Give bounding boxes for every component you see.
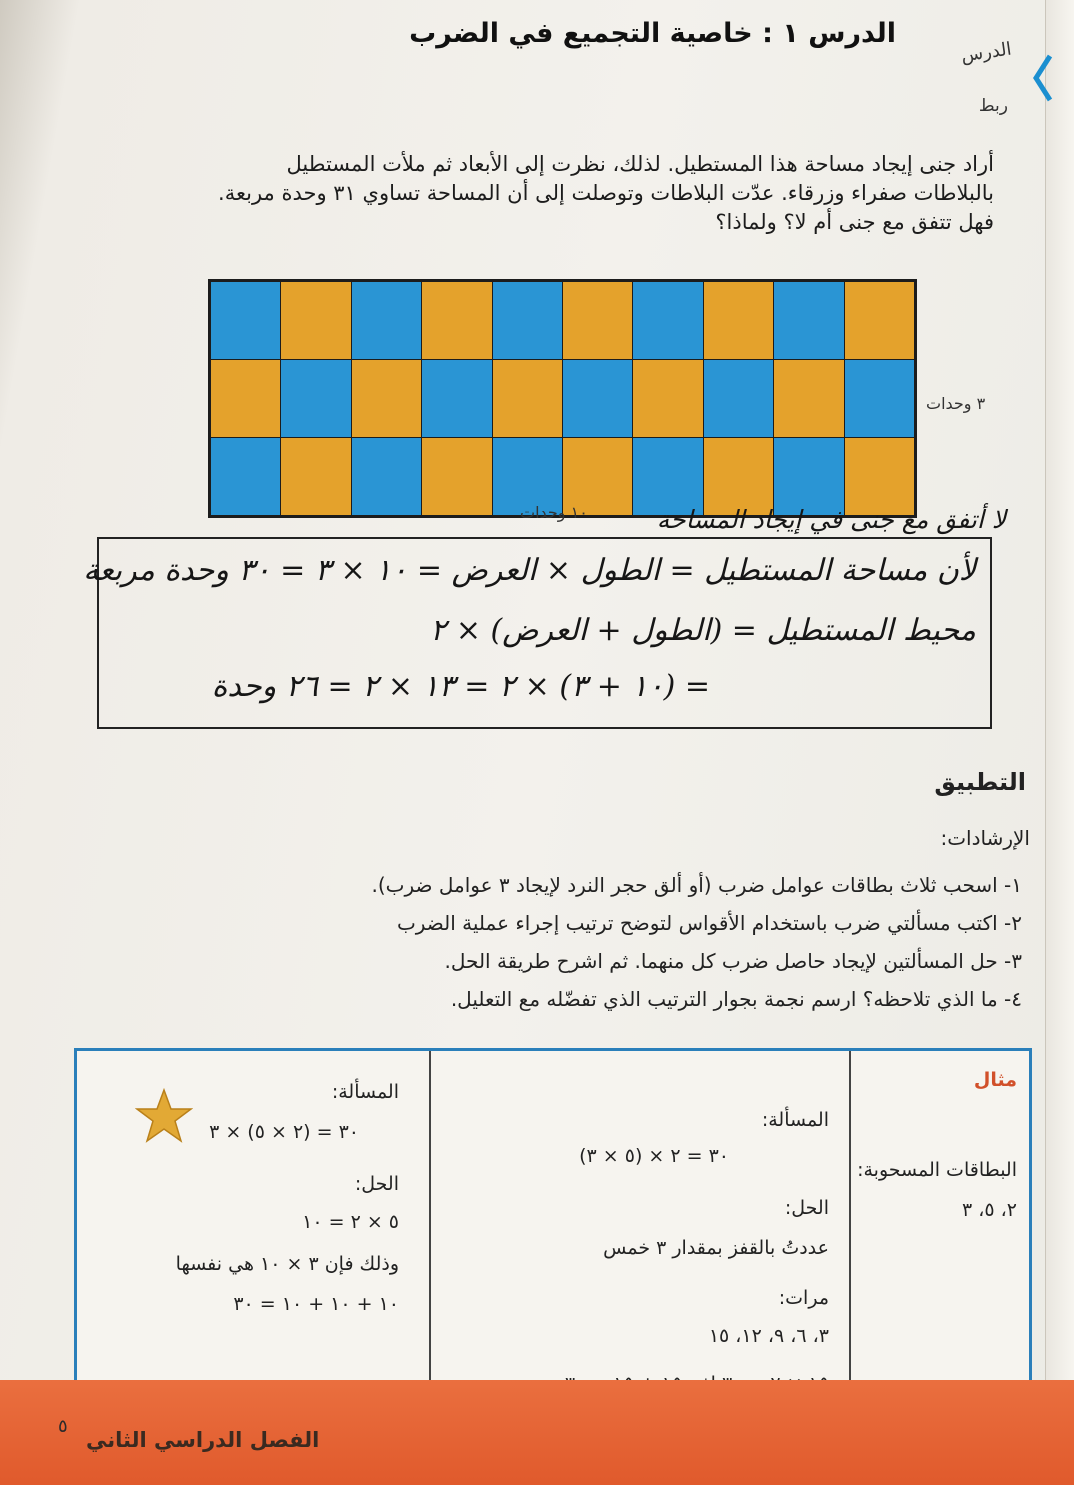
intro-line-1: أراد جنى إيجاد مساحة هذا المستطيل. لذلك، نظرت إلى الأبعاد ثم ملأت المستطيل: [286, 152, 994, 176]
solution-label: الحل:: [784, 1197, 829, 1219]
example-column: [849, 1051, 1029, 1427]
cards-value: ٢، ٥، ٣: [962, 1199, 1017, 1221]
tile-orange: [845, 438, 914, 515]
page-number: ٥: [58, 1416, 68, 1437]
question-item: ١- اسحب ثلاث بطاقات عوامل ضرب (أو ألق حجر النرد لإيجاد ٣ عوامل ضرب).: [371, 873, 1022, 897]
intro-line-3: فهل تتفق مع جنى أم لا؟ ولماذا؟: [715, 210, 994, 234]
tile-blue: [704, 360, 773, 437]
problem-one-column: [429, 1051, 849, 1427]
tile-orange: [704, 438, 773, 515]
tile-blue: [633, 438, 702, 515]
length-label: ١٠ وحدات: [520, 503, 588, 522]
skip-count-sequence: ٣، ٦، ٩، ١٢، ١٥: [708, 1325, 829, 1347]
solution-label: الحل:: [354, 1173, 399, 1195]
lesson-tag: الدرس: [960, 38, 1014, 67]
answer-line-area: لأن مساحة المستطيل = الطول × العرض = ١٠ × ٣ = ٣٠ وحدة مربعة: [83, 553, 976, 588]
tile-blue: [774, 438, 843, 515]
intro-paragraph: [54, 150, 994, 237]
tile-blue: [422, 360, 491, 437]
tile-blue: [211, 282, 280, 359]
width-label: ٣ وحدات: [926, 394, 986, 413]
problem-two-column: [75, 1051, 429, 1427]
question-item: ٣- حل المسألتين لإيجاد حاصل ضرب كل منهما. ثم اشرح طريقة الحل.: [444, 949, 1022, 973]
tile-orange: [281, 438, 350, 515]
answer-line-perimeter-calc: = (١٠ + ٣) × ٢ = ١٣ × ٢ = ٢٦ وحدة: [211, 669, 710, 704]
tile-orange: [633, 360, 702, 437]
tile-orange: [352, 360, 421, 437]
solution-text: عددتُ بالقفز بمقدار ٣ خمس: [603, 1237, 829, 1259]
problem-label: المسألة:: [761, 1109, 829, 1131]
intro-line-2: بالبلاطات صفراء وزرقاء. عدّت البلاطات وتوصلت إلى أن المساحة تساوي ٣١ وحدة مربعة.: [218, 181, 994, 205]
problem-expression: ٣٠ = (٢ × ٥) × ٣: [209, 1121, 359, 1143]
tile-blue: [352, 438, 421, 515]
chevron-left-icon: [1030, 52, 1054, 104]
tile-orange: [211, 360, 280, 437]
problem-expression: ٣٠ = ٢ × (٥ × ٣): [579, 1145, 729, 1167]
times-label: مرات:: [778, 1287, 829, 1309]
tile-orange: [845, 282, 914, 359]
tile-blue: [774, 282, 843, 359]
link-tag: ربط: [978, 96, 1008, 116]
student-agree-line: لا أتفق مع جنى في إيجاد المساحة: [656, 505, 1006, 534]
tile-blue: [211, 438, 280, 515]
tile-orange: [704, 282, 773, 359]
tile-blue: [493, 282, 562, 359]
example-table: [74, 1048, 1032, 1430]
question-item: ٤- ما الذي تلاحظه؟ ارسم نجمة بجوار الترتيب الذي تفضّله مع التعليل.: [450, 987, 1022, 1011]
tile-orange: [563, 282, 632, 359]
solution-step: وذلك فإن ٣ × ١٠ هي نفسها: [175, 1253, 399, 1275]
tile-blue: [633, 282, 702, 359]
question-item: ٢- اكتب مسألتي ضرب باستخدام الأقواس لتوضح ترتيب إجراء عملية الضرب: [396, 911, 1022, 935]
footer-label: الفصل الدراسي الثاني: [86, 1428, 320, 1452]
apply-heading: التطبيق: [934, 768, 1026, 796]
tile-blue: [563, 360, 632, 437]
example-title: مثال: [973, 1069, 1017, 1091]
tiled-rectangle: [208, 279, 917, 518]
lesson-title: الدرس ١ : خاصية التجميع في الضرب: [409, 18, 896, 49]
tile-blue: [352, 282, 421, 359]
tile-orange: [281, 282, 350, 359]
cards-label: البطاقات المسحوبة:: [857, 1159, 1017, 1181]
star-icon: [135, 1088, 193, 1144]
tile-blue: [281, 360, 350, 437]
tile-orange: [422, 438, 491, 515]
page-edge: [1045, 0, 1074, 1380]
solution-step: ١٠ + ١٠ + ١٠ = ٣٠: [233, 1293, 399, 1315]
student-answer-box: [83, 537, 992, 729]
tile-orange: [493, 360, 562, 437]
tile-orange: [422, 282, 491, 359]
solution-step: ٥ × ٢ = ١٠: [302, 1211, 399, 1233]
tile-blue: [845, 360, 914, 437]
question-list: [72, 866, 1022, 1018]
tile-orange: [774, 360, 843, 437]
problem-label: المسألة:: [331, 1081, 399, 1103]
guides-heading: الإرشادات:: [940, 826, 1030, 850]
answer-line-perimeter: محيط المستطيل = (الطول + العرض) × ٢: [430, 613, 976, 648]
